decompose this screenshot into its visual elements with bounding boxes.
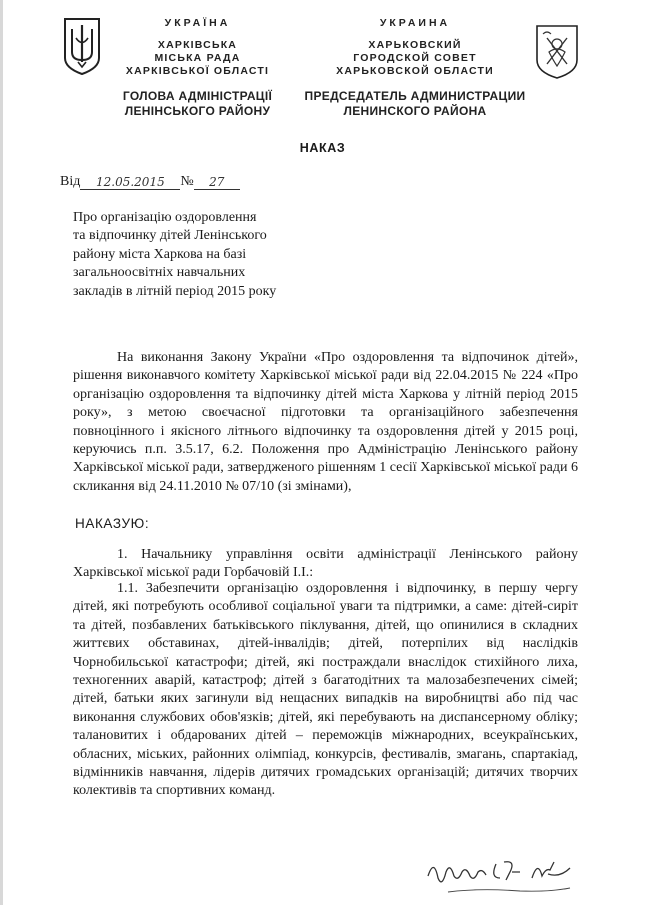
council-line: ХАРЬКОВСКОЙ ОБЛАСТИ: [336, 65, 494, 77]
preamble-paragraph: На виконання Закону України «Про оздоровлення та відпочинок дітей», рішення виконавчого комітету Харківської міської ради від 22.04.2015 № 224 «Про організацію оздоровлення та відпочинку дітей міста Харкова у літній період 2015 року», з метою своєчасної підготовки та організаційного забезпечення повноцінного і якісного літнього відпочинку та оздоровлення дітей у 2015 році, керуючись п.п. 3.5.17, 6.2. Положення про Адміністрацію Ленінського району Харківської міської ради, затвердженого рішенням 1 сесії Харківської міської ради 6 скликання від 24.11.2010 № 07/10 (зі змінами),: [73, 350, 578, 494]
subject-line: району міста Харкова на базі: [73, 246, 247, 262]
document-title: НАКАЗ: [299, 141, 346, 155]
kharkiv-coat-of-arms-icon: [533, 22, 581, 80]
country-name: УКРАИНА: [379, 17, 451, 29]
subject-line: Про організацію оздоровлення: [73, 210, 257, 225]
handwritten-signature: [420, 848, 590, 900]
scan-edge: [0, 0, 3, 905]
council-line: ГОРОДСКОЙ СОВЕТ: [353, 52, 477, 64]
date-number-line: [60, 174, 240, 196]
subject-line: загальноосвітніх навчальних: [73, 265, 246, 281]
header-left: [100, 17, 295, 119]
subject-line: закладів в літній період 2015 року: [73, 283, 277, 299]
head-line: ПРЕДСЕДАТЕЛЬ АДМИНИСТРАЦИИ: [304, 89, 526, 103]
head-title: [100, 89, 295, 119]
header-right: [300, 17, 530, 119]
head-title: [300, 89, 530, 119]
order-word: НАКАЗУЮ:: [75, 516, 150, 531]
order-item-1-1: 1.1. Забезпечити організацію оздоровлення і відпочинку, в першу чергу дітей, які потребують особливої соціальної уваги та підтримки, а саме: дітей-сиріт та дітей, позбавлених батьківського піклування, дітей, що опинилися в складних життєвих обставинах, дітей-інвалідів; дітей, потерпілих від наслідків Чорнобильської катастрофи; дітей, які постраждали внаслідок стихійного лиха, техногенних аварій, катастроф; дітей з багатодітних та малозабезпечених сімей; дітей, батьки яких загинули від нещасних випадків на виробництві або під час виконання службових обов'язків; дітей, які перебувають на диспансерному обліку; талановитих і обдарованих дітей – переможців міжнародних, всеукраїнських, обласних, міських, районних олімпіад, конкурсів, фестивалів, змагань, спартакіад, відмінників навчання, лідерів дитячих громадських організацій; дитячих творчих колективів та спортивних команд.: [73, 581, 578, 799]
head-line: ГОЛОВА АДМІНІСТРАЦІЇ: [122, 89, 273, 103]
country-name: УКРАЇНА: [164, 17, 231, 29]
council-line: МІСЬКА РАДА: [154, 52, 241, 64]
head-line: ЛЕНИНСКОГО РАЙОНА: [343, 104, 487, 118]
handwritten-date: 12.05.2015: [80, 175, 180, 190]
order-subject: [73, 209, 313, 301]
handwritten-number: 27: [194, 175, 240, 190]
head-line: ЛЕНІНСЬКОГО РАЙОНУ: [124, 104, 271, 118]
number-prefix: №: [180, 174, 194, 189]
subject-line: та відпочинку дітей Ленінського: [73, 228, 267, 244]
order-item-1: 1. Начальнику управління освіти адміністрації Ленінського району Харківської міської ради Горбачовій І.І.:: [73, 547, 578, 581]
trident-emblem-icon: [62, 16, 102, 76]
council-line: ХАРЬКОВСКИЙ: [368, 39, 462, 51]
council-line: ХАРКІВСЬКА: [157, 39, 238, 51]
council-line: ХАРКІВСЬКОЇ ОБЛАСТІ: [125, 65, 270, 77]
date-prefix: Від: [60, 174, 81, 189]
